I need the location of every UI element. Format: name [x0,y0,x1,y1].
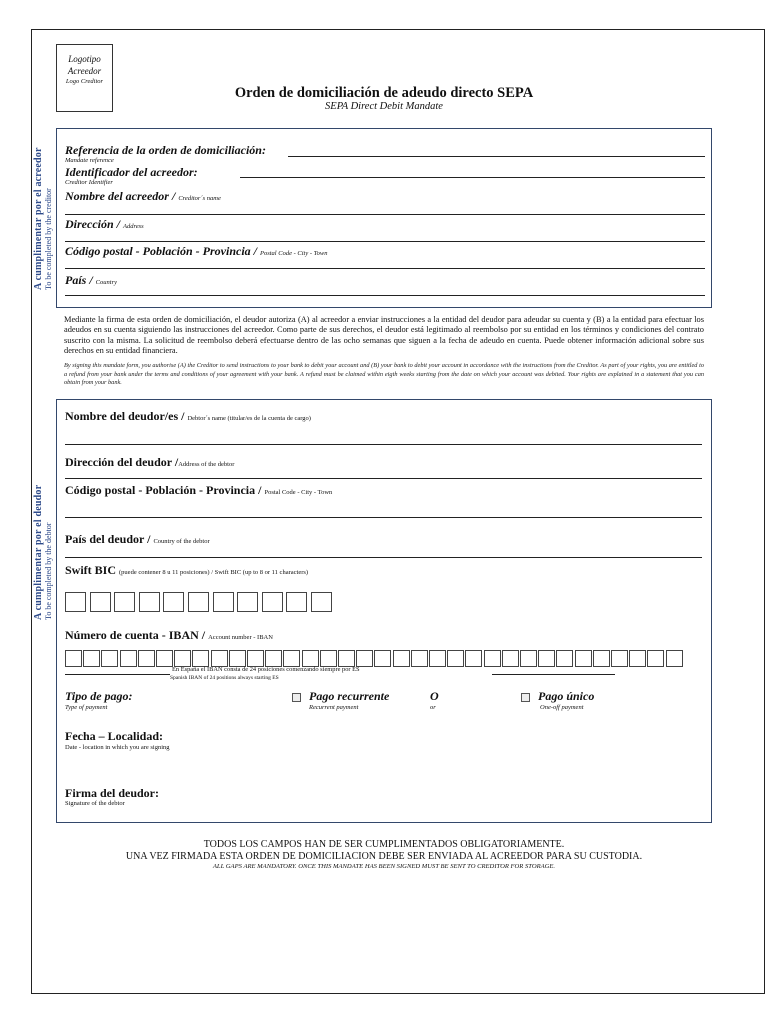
iban-cell[interactable] [247,650,264,667]
iban-cell[interactable] [83,650,100,667]
iban-cell[interactable] [320,650,337,667]
creditor-name-field[interactable] [65,214,705,215]
creditor-address-label: Dirección / Address [65,217,144,231]
debtor-side-sub: To be completed by the debtor [44,522,53,620]
iban-cell[interactable] [65,650,82,667]
iban-cell[interactable] [174,650,191,667]
iban-cell[interactable] [192,650,209,667]
creditor-name-label: Nombre del acreedor / Creditor´s name [65,189,221,203]
iban-cell[interactable] [484,650,501,667]
iban-cell[interactable] [666,650,683,667]
recurrent-payment-sub: Recurrent payment [309,704,359,711]
iban-cell[interactable] [265,650,282,667]
debtor-postal-label: Código postal - Población - Provincia / Postal Code - City - Town [65,483,333,497]
creditor-country-field[interactable] [65,295,705,296]
creditor-id-field[interactable] [240,177,705,178]
creditor-side-sub: To be completed by the creditor [44,188,53,290]
swift-bic-cell[interactable] [311,592,332,612]
swift-bic-cell[interactable] [163,592,184,612]
debtor-name-field[interactable] [65,444,702,445]
iban-cell[interactable] [611,650,628,667]
debtor-country-field[interactable] [65,557,702,558]
footer-line-1: TODOS LOS CAMPOS HAN DE SER CUMPLIMENTADOS OBLIGATORIAMENTE. [203,839,565,850]
creditor-address-field[interactable] [65,241,705,242]
iban-cell[interactable] [429,650,446,667]
iban-cell[interactable] [411,650,428,667]
form-title: Orden de domiciliación de adeudo directo SEPA [234,85,534,101]
iban-note-es: En España el IBAN consta de 24 posiciones comenzando siempre por ES [172,666,360,673]
mandate-ref-sub: Mandate reference [65,157,114,164]
iban-cell[interactable] [338,650,355,667]
mandate-ref-field[interactable] [288,156,705,157]
iban-cell[interactable] [593,650,610,667]
logo-line-3: Logo Creditor [65,78,104,85]
swift-bic-label: Swift BIC (puede contener 8 u 11 posiciones) / Swift BIC (up to 8 or 11 characters) [65,563,309,577]
footer-line-3: ALL GAPS ARE MANDATORY. ONCE THIS MANDATE HAS BEEN SIGNED MUST BE SENT TO CREDITOR FOR STORAGE. [212,863,556,870]
debtor-country-label: País del deudor / Country of the debtor [65,532,210,546]
legal-text-es: Mediante la firma de esta orden de domiciliación, el deudor autoriza (A) al acreedor a enviar instrucciones a la entidad del deudor para adeudar su cuenta y (B) a la entidad para efectuar los adeudos en su cuenta siguiendo las instrucciones del acreedor. Como parte de sus derechos, el deudor está legitimado al reembolso por su entidad en los términos y condiciones del contrato suscrito con la misma. La solicitud de reembolso deberá efectuarse dentro de las ocho semanas que siguen a la fecha de adeudo en cuenta. Puede obtener información adicional sobre sus derechos en su entidad financiera. [64,315,704,356]
recurrent-payment-label: Pago recurrente [309,689,390,703]
creditor-country-label: País / Country [65,273,117,287]
debtor-address-label: Dirección del deudor /Address of the debtor [65,455,235,469]
swift-bic-cell[interactable] [65,592,86,612]
creditor-id-label: Identificador del acreedor: [65,165,198,179]
recurrent-payment-checkbox[interactable] [292,693,301,702]
iban-cell[interactable] [647,650,664,667]
iban-cell[interactable] [302,650,319,667]
footer-line-2: UNA VEZ FIRMADA ESTA ORDEN DE DOMICILIACION DEBE SER ENVIADA AL ACREEDOR PARA SU CUSTODIA. [125,851,643,862]
one-off-payment-sub: One-off payment [540,704,584,711]
swift-bic-cell[interactable] [139,592,160,612]
iban-cell[interactable] [629,650,646,667]
iban-cell[interactable] [120,650,137,667]
date-place-label: Fecha – Localidad: [65,729,163,743]
mandate-ref-label: Referencia de la orden de domiciliación: [65,143,266,157]
iban-underline-left [65,674,170,675]
one-off-payment-checkbox[interactable] [521,693,530,702]
payment-type-label: Tipo de pago: [65,689,133,703]
creditor-side-label [33,147,53,290]
or-label-en: or [430,704,436,711]
iban-cell[interactable] [465,650,482,667]
form-subtitle: SEPA Direct Debit Mandate [325,101,443,112]
creditor-id-sub: Creditor Identifier [65,179,113,186]
iban-note-en: Spanish IBAN of 24 positions always starting ES [170,675,279,681]
iban-cell[interactable] [356,650,373,667]
legal-text-en: By signing this mandate form, you authorise (A) the Creditor to send instructions to your bank to debit your account and (B) your bank to debit your account in accordance with the instructions from the Creditor. As part of your rights, you are entitled to a refund from your bank under the terms and conditions of your agreement with your bank. A refund must be claimed within eigth weeks starting from the date on which your account was debited. Your rights are explained in a statement that you can obtain from your bank. [64,362,704,387]
creditor-postal-label: Código postal - Población - Provincia / Postal Code - City - Town [65,244,328,258]
debtor-address-field[interactable] [65,478,702,479]
iban-cell[interactable] [393,650,410,667]
iban-cell[interactable] [502,650,519,667]
or-label-es: O [430,689,439,703]
iban-cell[interactable] [211,650,228,667]
one-off-payment-label: Pago único [538,689,595,703]
iban-cell[interactable] [538,650,555,667]
payment-type-sub: Type of payment [65,704,108,711]
iban-cell[interactable] [575,650,592,667]
swift-bic-cell[interactable] [286,592,307,612]
date-place-sub: Date - location in which you are signing [65,744,170,751]
iban-label: Número de cuenta - IBAN / Account number - IBAN [65,628,273,642]
iban-cell[interactable] [138,650,155,667]
date-place-field[interactable] [200,724,700,750]
debtor-side-label [33,485,53,620]
iban-cell[interactable] [101,650,118,667]
iban-cell[interactable] [374,650,391,667]
swift-bic-cell[interactable] [213,592,234,612]
logo-line-2: Acreedor [67,66,102,76]
logo-line-1: Logotipo [68,54,101,64]
creditor-postal-field[interactable] [65,268,705,269]
debtor-side-main: A cumplimentar por el deudor [33,484,44,620]
debtor-postal-field[interactable] [65,517,702,518]
iban-cell[interactable] [447,650,464,667]
iban-underline-right [492,674,615,675]
swift-bic-cell[interactable] [262,592,283,612]
swift-bic-cell[interactable] [114,592,135,612]
debtor-name-label: Nombre del deudor/es / Debtor´s name (titular/es de la cuenta de cargo) [65,409,311,423]
signature-sub: Signature of the debtor [65,800,125,807]
iban-cell[interactable] [156,650,173,667]
swift-bic-cell[interactable] [237,592,258,612]
creditor-side-main: A cumplimentar por el acreedor [33,147,44,290]
iban-cell[interactable] [520,650,537,667]
swift-bic-cell[interactable] [90,592,111,612]
swift-bic-cell[interactable] [188,592,209,612]
iban-cell[interactable] [283,650,300,667]
signature-field[interactable] [200,770,700,815]
signature-label: Firma del deudor: [65,786,159,800]
iban-cell[interactable] [556,650,573,667]
iban-cell[interactable] [229,650,246,667]
